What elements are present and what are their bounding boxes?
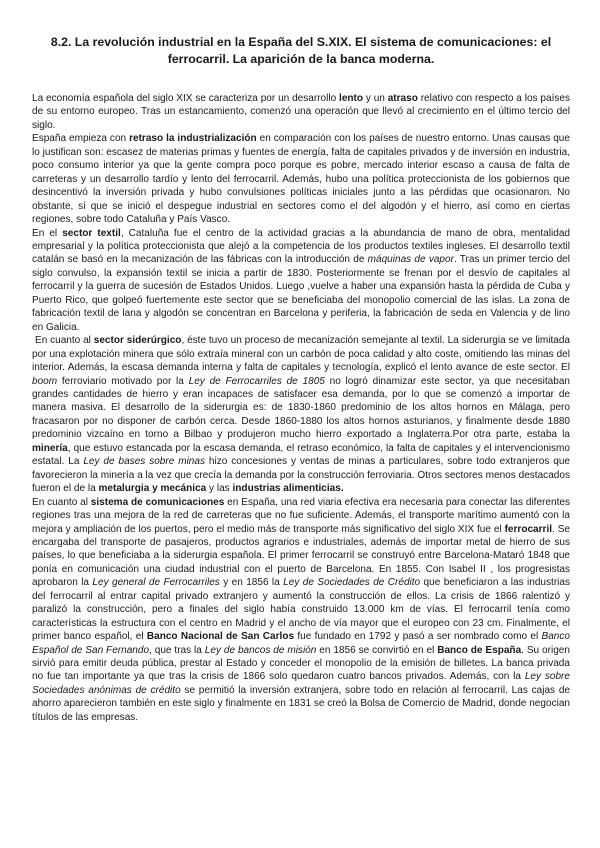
text-run: y las (206, 483, 233, 495)
text-run: . Su origen sirvió para emitir deuda pública, prestar al Estado y conceder el monopolio de la emisión de billetes. La banca privada no fue tan importante ya que tras la crisis de 1866 solo quedaron cuatro bancos privados. Además, con la (32, 644, 570, 683)
text-run: en España, una red viaria efectiva era necesaria para conectar las diferentes regiones tras una mejora de la red de carreteras que no fue suficiente. Además, el transporte marítimo aumentó con la mejora y ampliación de los puertos, pero el medio más de transporte más significativo del siglo XIX fue el (32, 496, 570, 535)
text-run: , que tras la (149, 644, 205, 656)
text-run: y en 1856 la (219, 577, 284, 589)
paragraph-steel-sector (32, 334, 570, 495)
bold-term: Banco Nacional de San Carlos (146, 631, 295, 643)
text-run: fue fundado en 1792 y pasó a ser nombrado como el (294, 631, 542, 643)
text-run: ferroviario motivado por la (57, 375, 189, 387)
paragraph-textile-sector (32, 227, 570, 335)
text-run: España empieza con (32, 133, 130, 145)
text-run: La economía española del siglo XIX se caracteriza por un desarrollo (32, 93, 340, 104)
italic-term: Ley general de Ferrocarriles (92, 577, 220, 589)
text-run: En cuanto al (35, 335, 94, 347)
bold-term: minería (32, 442, 68, 454)
text-run: en 1856 se convirtió en el (316, 644, 438, 656)
paragraph-communications-banking (32, 496, 570, 725)
text-run: . Se encargaba del transporte de pasajeros, productos agrarios e industriales, además de importar metal de hierro de sus países, lo que beneficiaba a la siderurgia española. El primer ferrocarril se construyó entre Barcelona-Mataró 1848 que ponía en comunicación una ciudad industrial con el puerto de Barcelona. En 1855. Con Isabel II , los progresistas aprobaron la (32, 523, 570, 589)
text-run: y un (363, 93, 388, 104)
text-run: , que estuvo estancada por la escasa demanda, el retraso económico, la falta de capitales y el intervencionismo estatal. La (32, 442, 570, 468)
document-body (32, 92, 570, 724)
bold-term: retraso la industrialización (129, 133, 257, 145)
italic-term: Ley de bancos de misión (204, 644, 317, 656)
text-run: se permitió la inversión extranjera, sobre todo en relación al ferrocarril. Las cajas de ahorro aparecieron también en este siglo y finalmente en 1831 se creó la Bolsa de Comercio de Madrid, donde negocian títulos de las empresas. (32, 684, 570, 723)
document-title: 8.2. La revolución industrial en la España del S.XIX. El sistema de comunicaciones: el ferrocarril. La aparición de la banca moderna. (50, 35, 552, 66)
text-run: hizo concesiones y ventas de minas a particulares, sobre todo extranjeros que favorecieron la minería a la vez que crecía la demanda por la construcción ferroviaria. Otros sectores menos destacados fueron el de la (32, 456, 570, 495)
bold-term: sector textil (62, 227, 121, 239)
italic-term: máquinas de vapor (367, 254, 454, 266)
italic-term: Banco Español de San Fernando (32, 631, 570, 656)
text-run: no logró dinamizar este sector, ya que necesitaban grandes cantidades de hierro y eran incapaces de satisfacer esa demanda, por lo que se comenzó a importar de manera masiva. El desarrollo de la siderurgia es: de 1830-1860 predominio de los altos hornos en Málaga, pero fracasaron por no disponer de carbón cerca. Desde 1860-1880 los altos hornos asturianos, y finalmente desde 1880 predominio vizcaíno en torno a Bilbao y produjeron mucho hierro exportado a Inglaterra.Por otra parte, estaba la (32, 375, 571, 441)
text-run: , Cataluña fue el centro de la actividad gracias a la abundancia de mano de obra, mentalidad empresarial y la política proteccionista que alejó a la competencia de los productos textiles ingleses. El desarrollo textil catalán se basó en la mecanización de las fábricas con la introducción de (32, 227, 570, 266)
italic-term: Ley de Ferrocarriles de 1805 (188, 375, 325, 387)
text-run: relativo con respecto a los países de su entorno europeo. Tras un estancamiento, comenzó una operación que llevó al crecimiento en el último tercio del siglo. (32, 93, 571, 131)
italic-term: Ley sobre Sociedades anónimas de crédito (32, 671, 570, 696)
paragraph-industrialization (32, 132, 570, 226)
italic-term: Ley de bases sobre minas (83, 456, 206, 468)
bold-term: Banco de España (437, 644, 522, 656)
bold-term: sector siderúrgico (93, 335, 182, 347)
paragraph-intro (32, 92, 570, 132)
bold-term: atraso (387, 93, 418, 104)
bold-term: metalurgia y mecánica (98, 483, 207, 495)
text-run: que beneficiaron a las industrias del ferrocarril al entrar capital privado extranjero y aumentó la construcción de ellos. La crisis de 1866 ralentizó y paralizó la construcción, pero a finales del siglo había construido 13.000 km de vías. El ferrocarril tenía como características la estructura con el centro en Madrid y el ancho de vía mayor que el europeo con 23 cm. Finalmente, el primer banco español, el (32, 577, 571, 643)
bold-term: industrias alimenticias. (232, 483, 344, 495)
bold-term: ferrocarril (504, 523, 553, 535)
text-run: . Tras un primer tercio del siglo convulso, la expansión textil se inicia a partir de 1830. Posteriormente se frenan por el desvío de capitales al ferrocarril y la guerra de sucesión de Estados Unidos. Luego ,vuelve a haber una expansión hasta la pérdida de Cuba y Puerto Rico, que golpeó fuertemente este sector que se beneficiaba del monopolio comercial de las islas. La zona de fabricación textil de lana y algodón se concentran en Barcelona y periferia, la fabricación de seda en Valencia y de lino en Galicia. (32, 254, 570, 333)
document-page (32, 34, 570, 724)
italic-term: boom (32, 375, 58, 387)
bold-term: lento (339, 93, 364, 104)
italic-term: Ley de Sociedades de Crédito (283, 577, 421, 589)
text-run: En cuanto al (32, 496, 91, 508)
bold-term: sistema de comunicaciones (90, 496, 225, 508)
text-run: , éste tuvo un proceso de mecanización semejante al textil. La siderurgia se ve limitada por una explotación minera que sólo extraía mineral con un carbón de poca calidad y alto coste, omitiendo las minas del interior. Además, la escasa demanda interna y falta de capitales y tecnología, explicó el lento avance de este sector. El (32, 335, 570, 374)
text-run: en comparación con los países de nuestro entorno. Unas causas que lo justifican son: escasez de materias primas y fuentes de energía, falta de capitales privados y de inversión en industria, poco consumo interior ya que la gente compra poco porque es pobre, mercado interior escaso a causa de falta de carreteras y un desarrollo tardío y lento del ferrocarril. Además, hubo una política proteccionista de los gobiernos que desincentivó la inversión privada y hubo convulsiones políticas iniciales junto a las pérdidas que ocasionaron. No obstante, sí que se inició el despegue industrial en sectores como el del algodón y el hierro, así como en ciertas regiones, sobre todo Cataluña y País Vasco. (32, 133, 570, 226)
text-run: En el (32, 227, 63, 239)
